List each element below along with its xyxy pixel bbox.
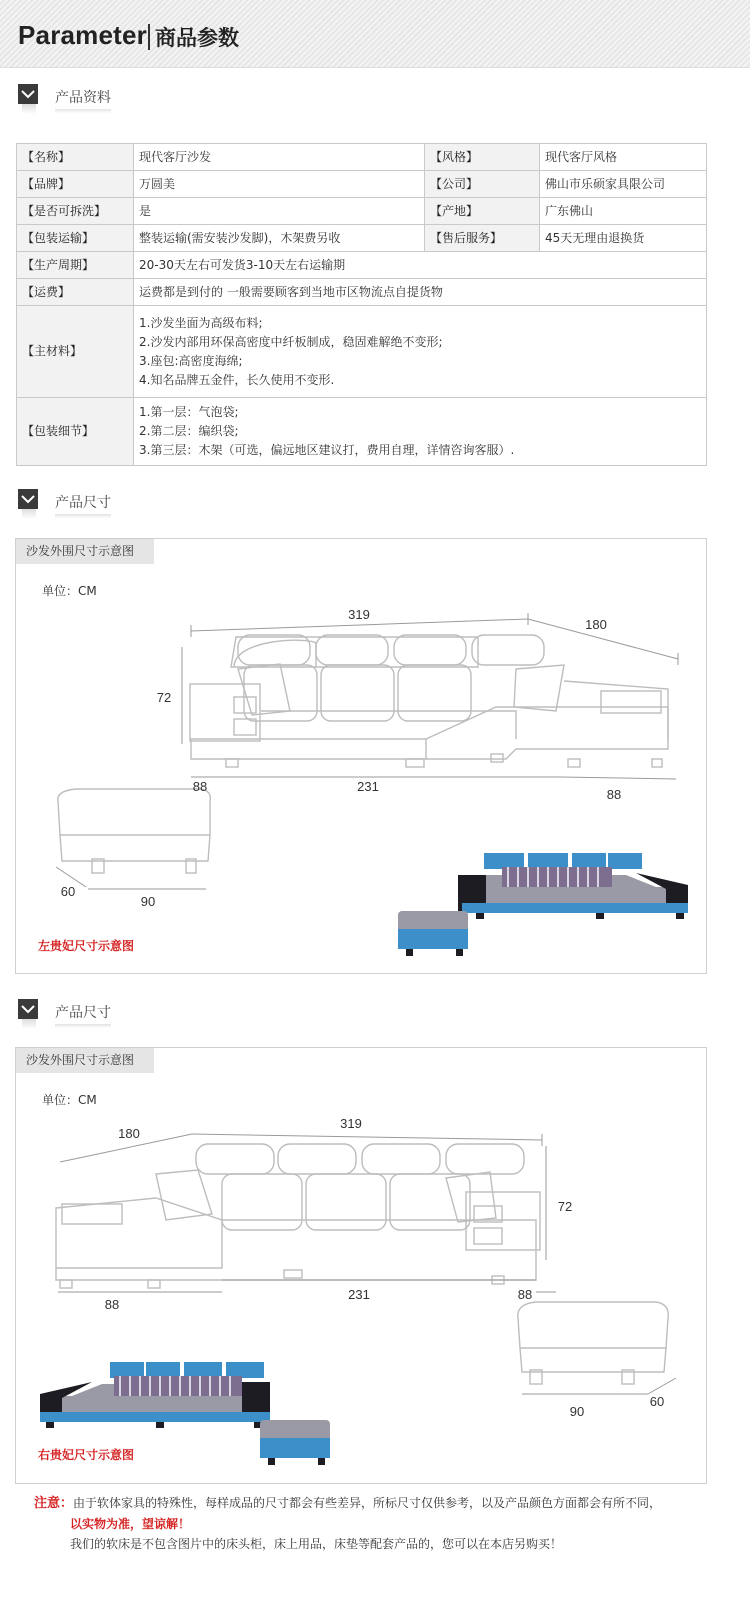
chevron-down-icon: [18, 489, 38, 509]
note-label: 注意：: [34, 1496, 74, 1511]
unit-label: 单位：CM: [42, 1093, 97, 1107]
chevron-down-icon: [18, 999, 38, 1019]
dimension-panel-left: [15, 538, 707, 974]
disclaimer-note: [34, 1493, 724, 1554]
param-value-list: [134, 306, 707, 398]
dim-chaise: 88: [606, 787, 622, 802]
param-key: 【售后服务】: [425, 225, 540, 252]
list-item: 3.座包:高密度海绵;: [139, 353, 243, 368]
dim-depth: 180: [585, 617, 607, 632]
param-value: 20-30天左右可发货3-10天左右运输期: [134, 252, 707, 279]
note-text: 由于软体家具的特殊性，每样成品的尺寸都会有些差异，所标尺寸仅供参考，以及产品颜色方面都会有所不同，: [73, 1496, 662, 1510]
dim-length: 319: [348, 607, 370, 622]
param-key: 【主材料】: [17, 306, 134, 398]
list-item: 1.第一层：气泡袋;: [139, 405, 239, 419]
param-value: 45天无理由退换货: [540, 225, 707, 252]
table-row: [17, 398, 707, 466]
sofa-line-drawing: [16, 1048, 708, 1485]
dim-ottoman-width: 90: [569, 1404, 585, 1419]
param-key: 【生产周期】: [17, 252, 134, 279]
param-value: 运费都是到付的 一般需要顾客到当地市区物流点自提货物: [134, 279, 707, 306]
param-value: 万圆美: [134, 171, 425, 198]
dim-ottoman-depth: 60: [649, 1394, 665, 1409]
parameter-table: [16, 143, 707, 466]
table-row: [17, 306, 707, 398]
list-item: 2.沙发内部用环保高密度中纤板制成，稳固难解绝不变形;: [139, 334, 443, 349]
dim-height: 72: [156, 690, 172, 705]
note-text: 我们的软床是不包含图片中的床头柜，床上用品，床垫等配套产品的，您可以在本店另购买！: [70, 1537, 563, 1551]
param-key: 【运费】: [17, 279, 134, 306]
chevron-down-icon: [18, 84, 38, 104]
banner-divider: [148, 24, 150, 50]
banner-title-cn: 商品参数: [155, 26, 239, 50]
param-key: 【包装运输】: [17, 225, 134, 252]
param-value: 广东佛山: [540, 198, 707, 225]
list-item: 1.沙发坐面为高级布料;: [139, 315, 263, 330]
dim-ottoman-depth: 60: [60, 884, 76, 899]
dim-depth: 180: [118, 1126, 140, 1141]
param-value: 整装运输(需安装沙发脚)，木架费另收: [134, 225, 425, 252]
section-title: 产品尺寸: [55, 1002, 111, 1028]
table-row: [17, 144, 707, 171]
param-key: 【产地】: [425, 198, 540, 225]
param-value: 是: [134, 198, 425, 225]
dim-length: 319: [340, 1116, 362, 1131]
list-item: 2.第二层：编织袋;: [139, 424, 239, 438]
dim-cabinet: 88: [192, 779, 208, 794]
dim-height: 72: [557, 1199, 573, 1214]
param-key: 【公司】: [425, 171, 540, 198]
sofa-line-drawing: [16, 539, 708, 975]
param-key: 【是否可拆洗】: [17, 198, 134, 225]
section-title: 产品尺寸: [55, 492, 111, 518]
param-value: 现代客厅风格: [540, 144, 707, 171]
param-value: 现代客厅沙发: [134, 144, 425, 171]
note-emphasis: 以实物为准，望谅解！: [70, 1517, 191, 1531]
dim-ottoman-width: 90: [140, 894, 156, 909]
dim-chaise: 88: [104, 1297, 120, 1312]
unit-label: 单位：CM: [42, 584, 97, 598]
table-row: [17, 198, 707, 225]
sofa-photo: [398, 853, 688, 956]
list-item: 4.知名品牌五金件，长久使用不变形.: [139, 372, 335, 387]
dim-middle: 231: [348, 1287, 370, 1302]
section-title: 产品资料: [55, 87, 111, 113]
dim-cabinet: 88: [517, 1287, 533, 1302]
page-banner: [0, 0, 750, 68]
note-line: [34, 1493, 724, 1514]
diagram-caption: 右贵妃尺寸示意图: [38, 1448, 135, 1462]
diagram-caption: 左贵妃尺寸示意图: [38, 939, 135, 953]
param-key: 【名称】: [17, 144, 134, 171]
banner-title-en: Parameter: [18, 20, 147, 50]
table-row: [17, 225, 707, 252]
param-key: 【品牌】: [17, 171, 134, 198]
panel-tab: 沙发外围尺寸示意图: [16, 1048, 154, 1073]
list-item: 3.第三层：木架（可选，偏远地区建议打，费用自理，详情咨询客服）.: [139, 443, 515, 457]
param-value: 佛山市乐硕家具限公司: [540, 171, 707, 198]
dim-middle: 231: [357, 779, 379, 794]
param-key: 【风格】: [425, 144, 540, 171]
panel-tab: 沙发外围尺寸示意图: [16, 539, 154, 564]
table-row: [17, 171, 707, 198]
param-key: 【包装细节】: [17, 398, 134, 466]
table-row: [17, 252, 707, 279]
param-value-list: [134, 398, 707, 466]
dimension-panel-right: [15, 1047, 707, 1484]
table-row: [17, 279, 707, 306]
